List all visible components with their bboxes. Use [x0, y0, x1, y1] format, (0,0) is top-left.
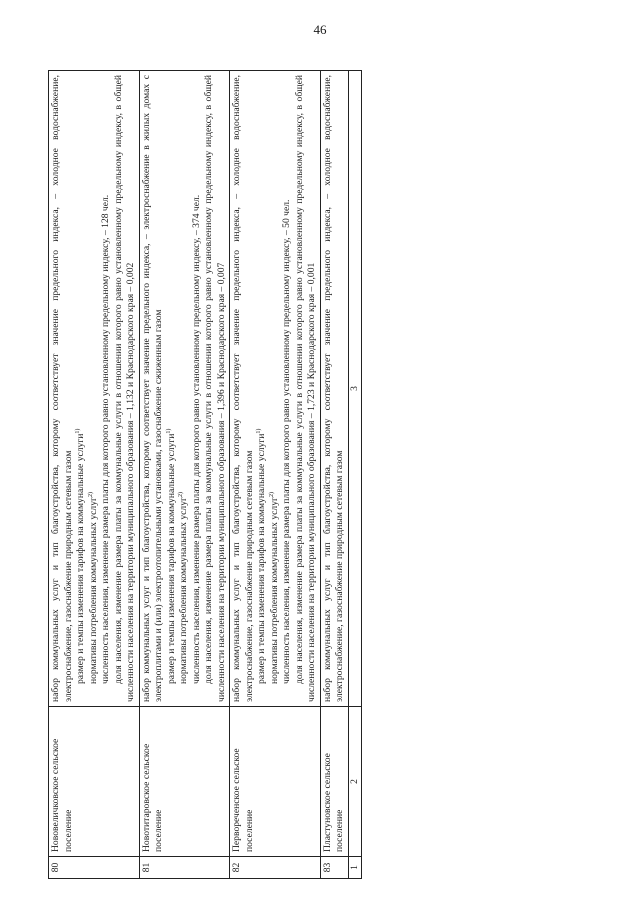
description-line — [269, 75, 282, 702]
description-text: набор коммунальных услуг и тип благоустройства, которому соответствует значение предельного индекса, – холодное водоснабжение, электроснабжение, газоснабжение природным сетевым газом — [231, 75, 255, 702]
column-number: 3 — [348, 71, 362, 707]
description-text: размер и темпы изменения тарифов на коммунальные услуги — [165, 433, 177, 684]
description-line — [113, 75, 138, 702]
description-text: численность населения, изменение размера платы для которого равно установленному предельному индексу, – 374 чел. — [190, 194, 202, 684]
footnote-marker: 1) — [165, 428, 172, 434]
description-line — [88, 75, 101, 702]
description-text: численность населения, изменение размера платы для которого равно установленному предельному индексу, – 50 чел. — [281, 199, 292, 684]
row-number: 80 — [49, 857, 140, 879]
rotated-table-frame — [48, 71, 601, 879]
column-number: 2 — [348, 707, 362, 857]
page-number: 46 — [313, 22, 327, 37]
description-line — [203, 75, 228, 702]
row-description — [230, 71, 321, 707]
row-number: 83 — [320, 857, 348, 879]
footnote-marker: 2) — [87, 492, 94, 498]
municipality-name: Первореченское сельское поселение — [230, 707, 321, 857]
table-row — [49, 71, 140, 879]
description-line — [50, 75, 75, 702]
municipality-name: Нововеличковское сельское поселение — [49, 707, 140, 857]
description-line — [256, 75, 269, 702]
row-description — [49, 71, 140, 707]
footnote-marker: 2) — [177, 492, 184, 498]
description-text: размер и темпы изменения тарифов на коммунальные услуги — [75, 433, 86, 684]
description-text: нормативы потребления коммунальных услуг — [87, 497, 99, 684]
description-line — [231, 75, 256, 702]
description-text: доля населения, изменение размера платы за коммунальные услуги в отношении которого равно установленному предельному индексу, в общей численности населения на территории муниципального образования – 1,132 и Краснодарского края – 0,002 — [112, 75, 136, 702]
table-row — [320, 71, 348, 879]
column-number: 1 — [348, 857, 362, 879]
description-text: набор коммунальных услуг и тип благоустройства, которому соответствует значение предельного индекса, – холодное водоснабжение, электроснабжение, газоснабжение природным сетевым газом — [50, 75, 74, 702]
column-numbers-row — [348, 71, 362, 879]
footnote-marker: 1) — [255, 428, 262, 434]
row-number: 81 — [139, 857, 230, 879]
description-text: набор коммунальных услуг и тип благоустройства, которому соответствует значение предельного индекса, – холодное водоснабжение, электроснабжение, газоснабжение природным сетевым газом — [321, 75, 345, 702]
description-text: численность населения, изменение размера платы для которого равно установленному предельному индексу, – 128 чел. — [100, 194, 111, 684]
description-text: доля населения, изменение размера платы за коммунальные услуги в отношении которого равно установленному предельному индексу, в общей численности населения на территории муниципального образования – 1,396 и Краснодарского края – 0,007 — [203, 75, 227, 702]
description-line — [100, 75, 113, 702]
municipal-index-table — [48, 70, 362, 879]
description-text: набор коммунальных услуг и тип благоустройства, которому соответствует значение предельного индекса, – электроснабжение в жилых домах с электроплитами и (или) электроотопительными установками, газоснабжение сжиженным газом — [140, 75, 164, 702]
footnote-marker: 2) — [268, 492, 275, 498]
description-line — [191, 75, 204, 702]
description-line — [178, 75, 191, 702]
footnote-marker: 1) — [74, 428, 81, 434]
row-description — [320, 71, 348, 707]
description-line — [281, 75, 294, 702]
description-line — [75, 75, 88, 702]
row-number: 82 — [230, 857, 321, 879]
description-line — [166, 75, 179, 702]
description-line — [141, 75, 166, 702]
description-text: доля населения, изменение размера платы за коммунальные услуги в отношении которого равно установленному предельному индексу, в общей численности населения на территории муниципального образования – 1,723 и Краснодарского края – 0,001 — [293, 75, 317, 702]
description-text: нормативы потребления коммунальных услуг — [178, 497, 189, 684]
municipality-name: Новотитаровское сельское поселение — [139, 707, 230, 857]
table-row — [139, 71, 230, 879]
row-description — [139, 71, 230, 707]
description-line — [294, 75, 319, 702]
table-row — [230, 71, 321, 879]
description-line — [322, 75, 347, 702]
description-text: нормативы потребления коммунальных услуг — [268, 497, 280, 684]
description-text: размер и темпы изменения тарифов на коммунальные услуги — [256, 433, 267, 684]
municipality-name: Пластуновское сельское поселение — [320, 707, 348, 857]
